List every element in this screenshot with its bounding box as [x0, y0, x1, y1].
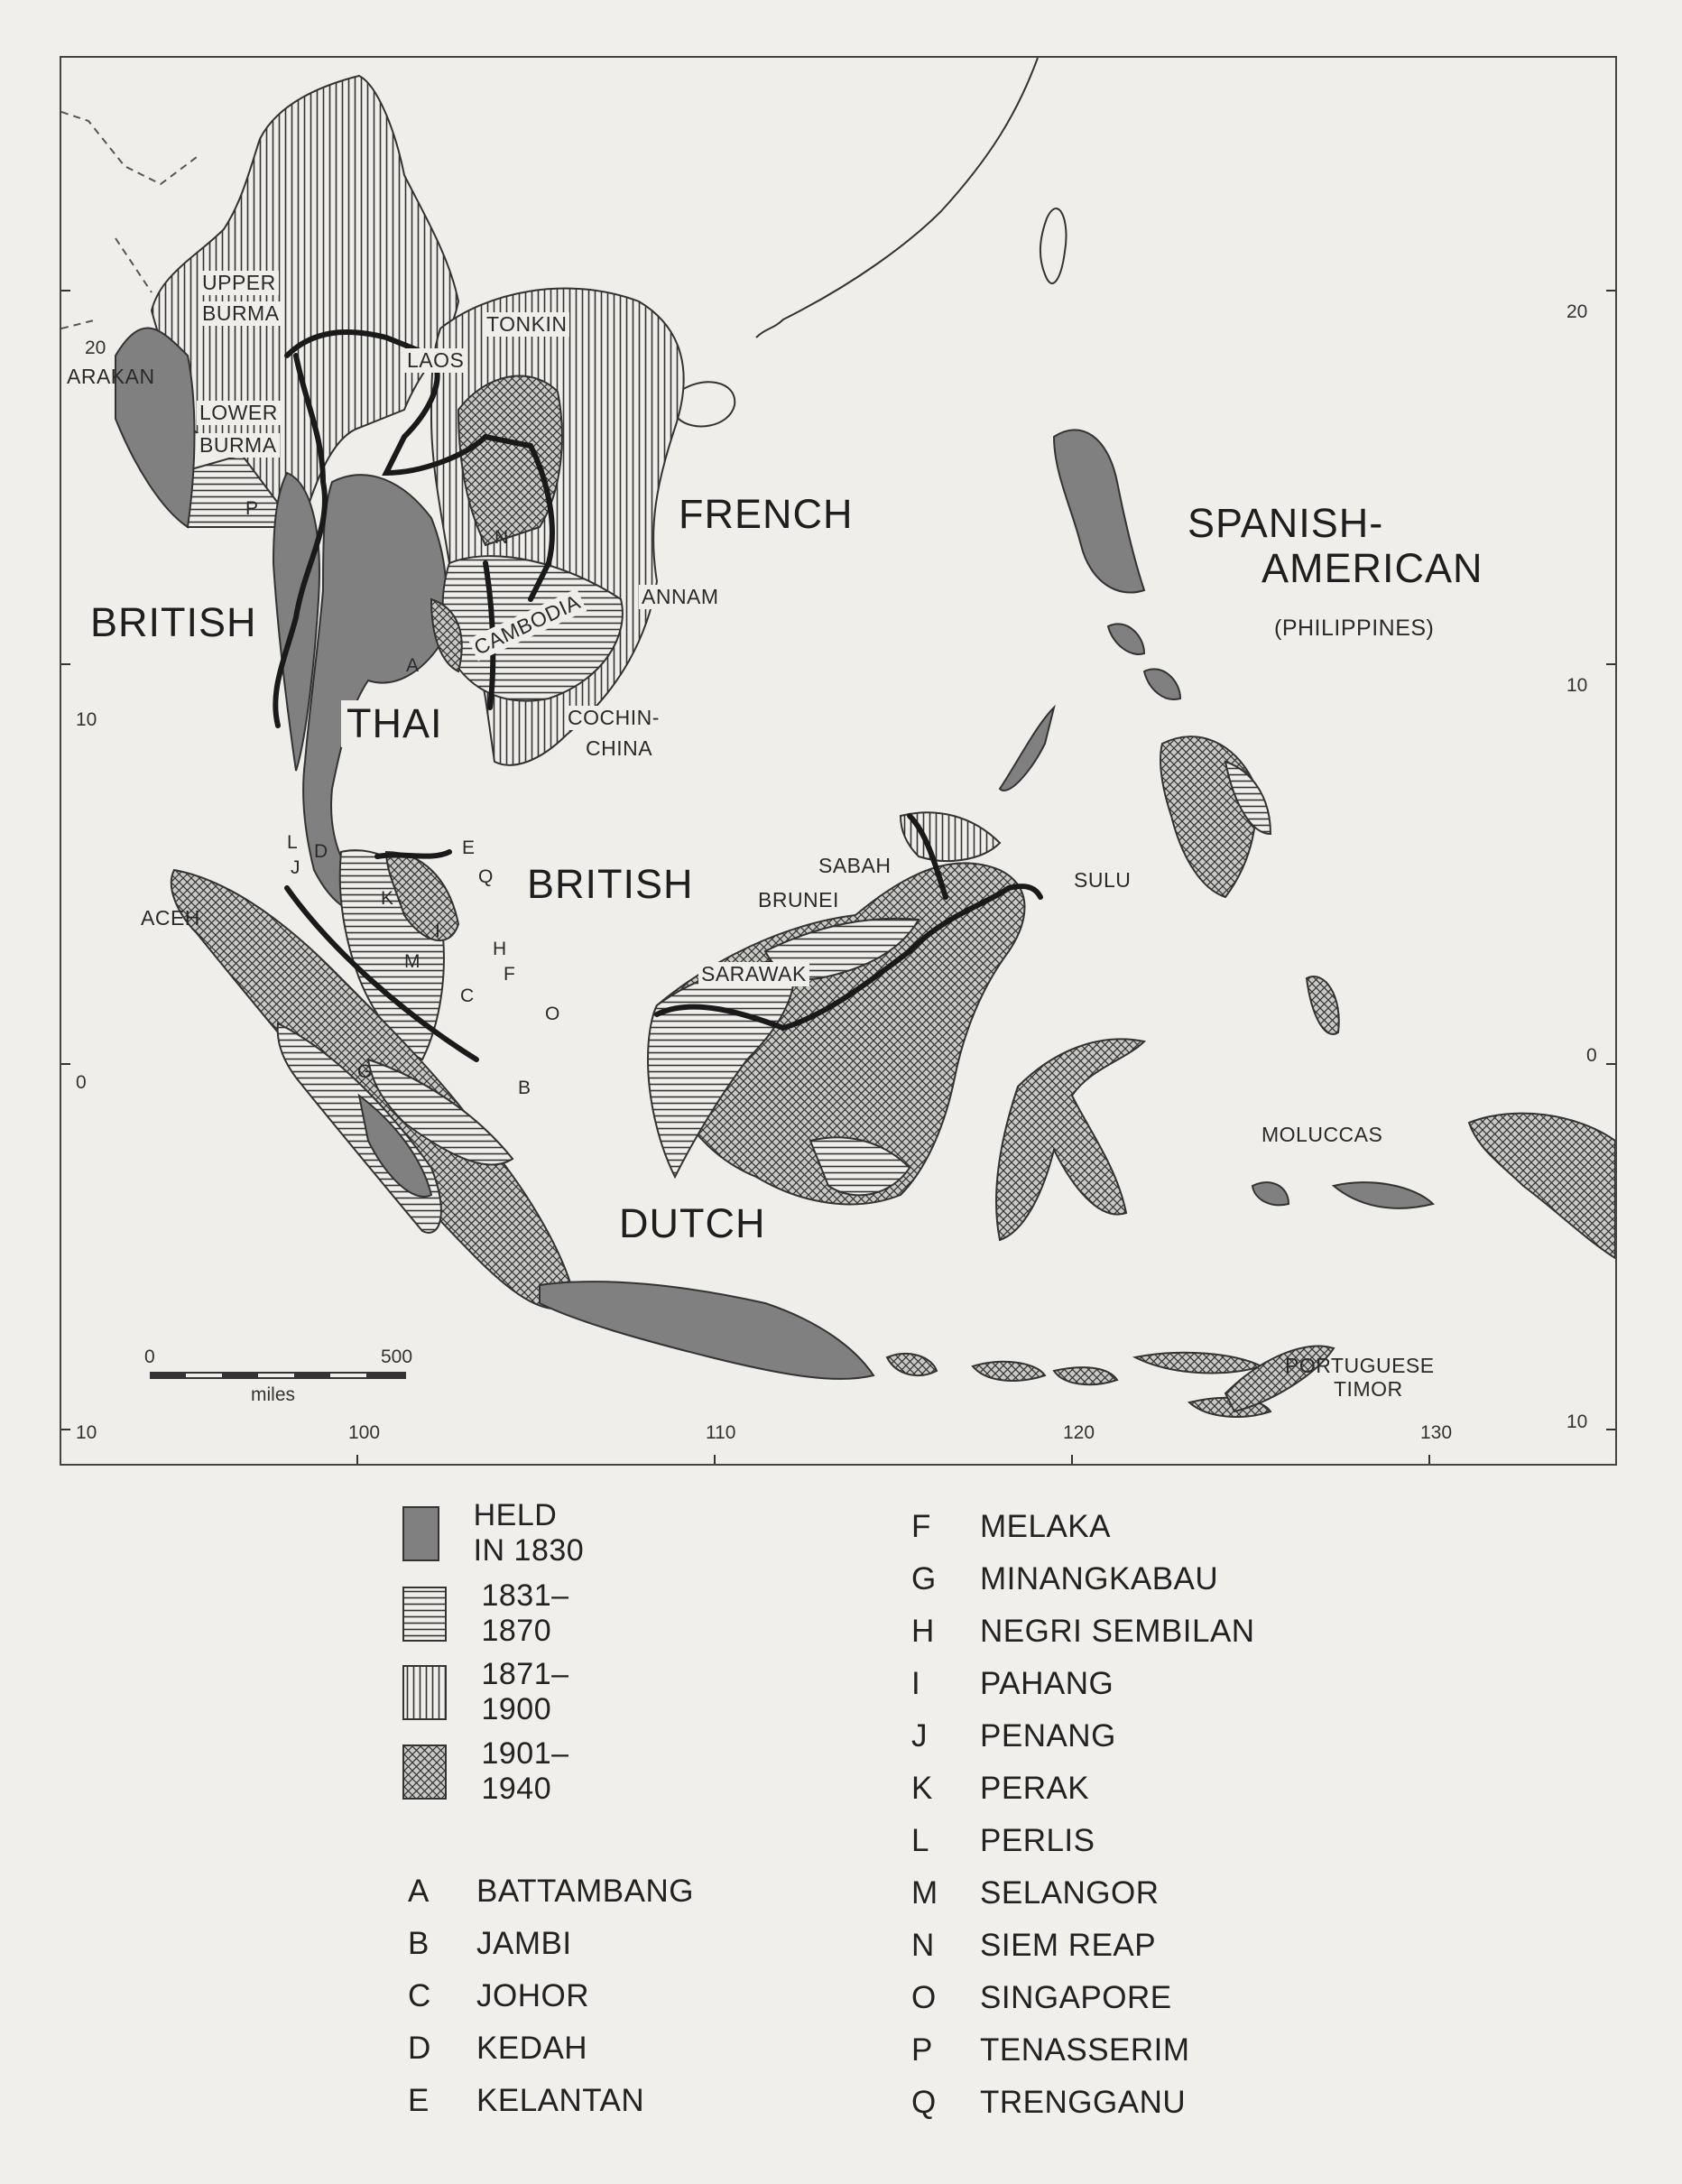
label-cambodia: CAMBODIA	[468, 588, 587, 662]
code-name: PAHANG	[980, 1666, 1114, 1701]
indochina-region	[431, 289, 684, 765]
map-frame	[60, 56, 1617, 1466]
code-name: JOHOR	[476, 1978, 589, 2013]
china-coastline	[756, 58, 1038, 338]
lat-0-right: 0	[1586, 1045, 1597, 1066]
label-moluccas: MOLUCCAS	[1262, 1123, 1383, 1146]
legend-label: HELD IN 1830	[473, 1498, 585, 1568]
label-annam: ANNAM	[639, 585, 722, 609]
map-code-b: B	[518, 1078, 531, 1098]
lat-10s-right: 10	[1566, 1411, 1588, 1432]
legend-1831-1870	[402, 1578, 588, 1649]
code-letter: J	[911, 1718, 928, 1754]
code-row-k	[911, 1771, 1089, 1807]
code-name: TENASSERIM	[980, 2032, 1190, 2068]
code-name: SINGAPORE	[980, 1980, 1172, 2015]
lat-10s-left: 10	[76, 1422, 97, 1443]
lat-0-left: 0	[76, 1072, 87, 1093]
label-sulu: SULU	[1074, 868, 1132, 892]
code-row-q	[911, 2085, 1186, 2121]
lesser-sunda-islands	[887, 1346, 1334, 1417]
code-letter: D	[408, 2031, 431, 2066]
label-spanish-american-1: SPANISH-	[1188, 500, 1384, 546]
scale-end: 500	[381, 1346, 413, 1367]
label-lower-burma-1: LOWER	[197, 401, 281, 425]
map-code-h: H	[493, 939, 507, 959]
label-philippines: (PHILIPPINES)	[1274, 615, 1435, 641]
code-letter: L	[911, 1823, 929, 1858]
code-row-n	[911, 1928, 1156, 1964]
label-tonkin: TONKIN	[484, 312, 569, 337]
code-letter: B	[408, 1926, 430, 1961]
map-code-l: L	[287, 832, 298, 853]
code-name: PERLIS	[980, 1823, 1095, 1858]
map-code-o: O	[545, 1004, 560, 1024]
label-sabah: SABAH	[816, 854, 893, 878]
legend-1901-1940	[402, 1736, 588, 1807]
map-code-k: K	[381, 888, 394, 909]
code-letter: H	[911, 1614, 935, 1649]
lon-100: 100	[348, 1422, 381, 1443]
legend-1871-1900	[402, 1657, 588, 1727]
code-row-l	[911, 1823, 1095, 1859]
lon-110: 110	[706, 1422, 736, 1443]
taiwan-outline	[1040, 208, 1067, 283]
label-portuguese: PORTUGUESE	[1285, 1354, 1435, 1377]
swatch-crosshatch	[402, 1744, 447, 1800]
swatch-solid	[402, 1506, 439, 1561]
label-lower-burma-2: BURMA	[197, 433, 280, 458]
label-spanish-american-2: AMERICAN	[1262, 545, 1483, 591]
eastern-islands	[1252, 976, 1615, 1258]
label-cochin-1: COCHIN-	[565, 706, 662, 730]
map-code-q: Q	[478, 866, 494, 887]
map-drawing	[61, 58, 1615, 1464]
scale-start: 0	[144, 1346, 155, 1367]
label-brunei: BRUNEI	[758, 888, 839, 912]
label-arakan: ARAKAN	[67, 365, 155, 388]
code-letter: E	[408, 2083, 430, 2118]
label-upper-burma-1: UPPER	[199, 271, 279, 295]
map-code-d: D	[314, 841, 328, 862]
code-row-d	[408, 2031, 587, 2067]
code-row-e	[408, 2083, 644, 2119]
label-british-burma: BRITISH	[90, 599, 257, 645]
sulawesi-region	[996, 1039, 1144, 1240]
code-name: KELANTAN	[476, 2083, 645, 2118]
legend-label: 1831–1870	[481, 1578, 569, 1648]
code-letter: K	[911, 1771, 933, 1806]
code-name: PENANG	[980, 1718, 1116, 1754]
map-code-j: J	[291, 857, 300, 878]
code-name: JAMBI	[476, 1926, 572, 1961]
lat-10-right: 10	[1566, 675, 1588, 696]
code-name: PERAK	[980, 1771, 1090, 1806]
label-upper-burma-2: BURMA	[199, 301, 282, 326]
map-code-i: I	[435, 921, 440, 941]
code-letter: N	[911, 1928, 935, 1963]
code-letter: G	[911, 1561, 937, 1596]
lat-20-right: 20	[1566, 301, 1588, 322]
code-letter: M	[911, 1875, 938, 1911]
code-letter: F	[911, 1509, 931, 1544]
code-row-b	[408, 1926, 572, 1962]
label-sarawak: SARAWAK	[698, 962, 809, 986]
label-thai: THAI	[341, 700, 448, 747]
map-code-f: F	[504, 964, 515, 985]
code-name: BATTAMBANG	[476, 1874, 694, 1909]
map-code-m: M	[404, 951, 420, 972]
code-name: TRENGGANU	[980, 2085, 1187, 2120]
code-name: MELAKA	[980, 1509, 1111, 1544]
code-letter: A	[408, 1874, 430, 1909]
code-row-m	[911, 1875, 1160, 1911]
label-dutch: DUTCH	[619, 1200, 766, 1246]
code-row-f	[911, 1509, 1111, 1545]
lat-20-left: 20	[85, 338, 106, 358]
code-row-c	[408, 1978, 589, 2014]
code-letter: Q	[911, 2085, 937, 2120]
code-letter: C	[408, 1978, 431, 2013]
map-code-p: P	[245, 498, 259, 519]
label-british-malaya: BRITISH	[527, 861, 694, 907]
scale-bar	[150, 1372, 406, 1379]
map-code-g: G	[357, 1061, 373, 1082]
code-row-a	[408, 1874, 694, 1910]
code-row-p	[911, 2032, 1190, 2068]
map-code-n: N	[494, 527, 509, 548]
code-name: NEGRI SEMBILAN	[980, 1614, 1255, 1649]
legend-label: 1901–1940	[481, 1736, 569, 1806]
map-code-c: C	[460, 986, 475, 1006]
legend-held-1830	[402, 1498, 585, 1569]
lon-130: 130	[1420, 1422, 1453, 1443]
code-row-j	[911, 1718, 1116, 1754]
swatch-horizontal	[402, 1587, 447, 1642]
label-cochin-2: CHINA	[583, 736, 655, 761]
code-name: SELANGOR	[980, 1875, 1160, 1911]
code-row-o	[911, 1980, 1172, 2016]
scale-unit: miles	[251, 1384, 296, 1405]
code-letter: I	[911, 1666, 921, 1701]
label-laos: LAOS	[404, 348, 467, 373]
code-row-g	[911, 1561, 1218, 1597]
map-code-e: E	[462, 838, 476, 858]
code-letter: O	[911, 1980, 937, 2015]
code-row-h	[911, 1614, 1255, 1650]
label-french: FRENCH	[679, 491, 854, 537]
code-letter: P	[911, 2032, 933, 2068]
code-name: MINANGKABAU	[980, 1561, 1219, 1596]
code-row-i	[911, 1666, 1114, 1702]
code-name: SIEM REAP	[980, 1928, 1157, 1963]
code-name: KEDAH	[476, 2031, 588, 2066]
java-region	[540, 1282, 873, 1379]
map-code-a: A	[406, 655, 420, 676]
legend-label: 1871–1900	[481, 1657, 569, 1726]
label-timor: TIMOR	[1334, 1377, 1403, 1401]
lon-120: 120	[1063, 1422, 1095, 1443]
lat-10-left: 10	[76, 709, 97, 730]
swatch-vertical	[402, 1665, 447, 1720]
label-aceh: ACEH	[141, 906, 200, 930]
